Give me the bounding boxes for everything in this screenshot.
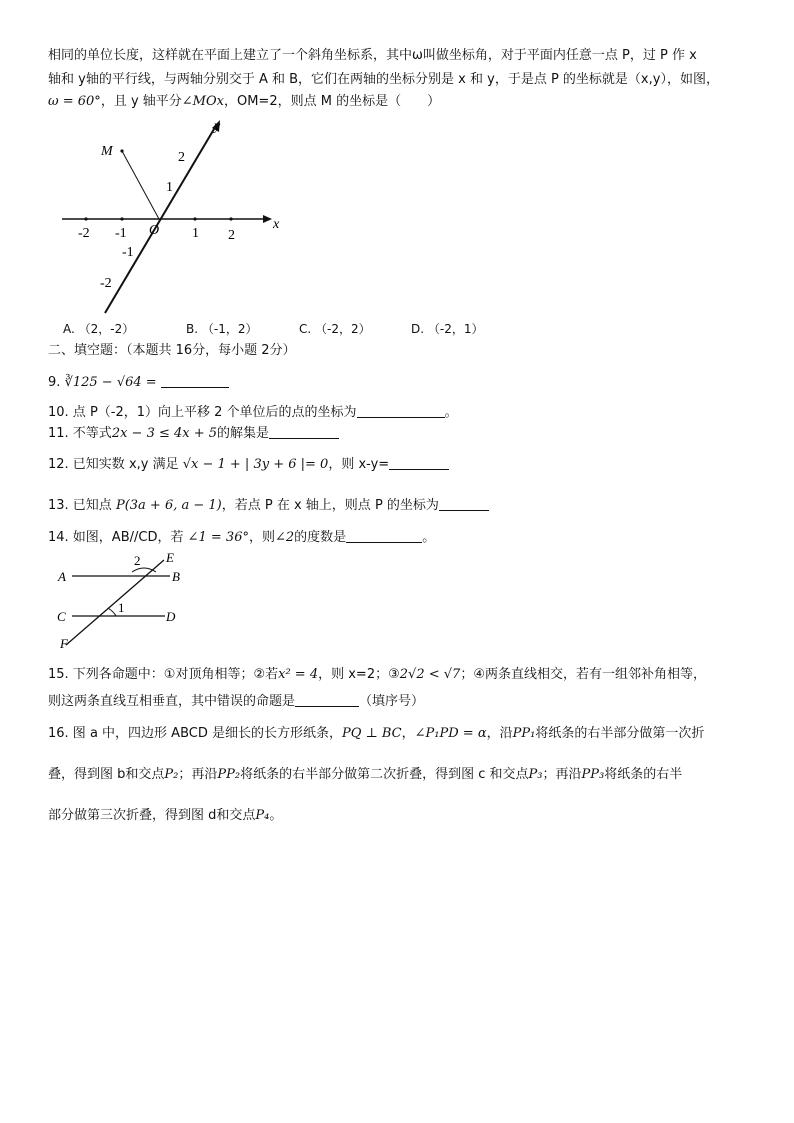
q16-l3-expr: P₄ [255, 808, 270, 823]
q16-l3-b: 。 [269, 808, 283, 823]
option-d-text: （-2，1） [427, 322, 484, 336]
angle-mox-expression: ∠MOx [181, 94, 224, 109]
label-f: F [60, 636, 68, 651]
x-tick-label: 1 [192, 226, 199, 241]
origin-label: O [149, 223, 160, 238]
q14-angle-2: ∠2 [275, 530, 295, 545]
x-axis-label: x [273, 217, 280, 232]
q16-l1-d: 将纸条的右半部分做第一次折 [535, 726, 705, 741]
q16-l3-a: 部分做第三次折叠，得到图 d和交点 [48, 808, 256, 823]
q16-l1-expr-2: ∠P₁PD = α [414, 726, 487, 741]
q9-cube-root: ∛125 [64, 375, 98, 390]
q16-l2-expr-3: P₃ [528, 767, 543, 782]
question-9 [48, 375, 229, 391]
question-16-line-1 [48, 726, 704, 742]
question-16-line-3 [48, 808, 282, 824]
option-c-letter: C. [299, 322, 312, 336]
x-tick-label: -1 [115, 226, 127, 241]
label-d: D [166, 609, 176, 624]
option-c-text: （-2，2） [315, 322, 371, 336]
label-angle-1: 1 [118, 600, 125, 615]
question-16-line-2 [48, 767, 682, 783]
x-tick-dot [120, 217, 123, 220]
question-12 [48, 457, 449, 473]
x-tick-label: -2 [78, 226, 90, 241]
q16-l1-expr-3: PP₁ [512, 726, 536, 741]
q10-text: 10. 点 P（-2，1）向上平移 2 个单位后的点的坐标为 [48, 405, 357, 420]
q15-part-b: ，则 x=2；③ [318, 667, 400, 682]
q13-tail: ，若点 P 在 x 轴上，则点 P 的坐标为 [221, 498, 439, 513]
q15-expr-1: x² = 4 [278, 667, 319, 682]
q15-part-c: ；④两条直线相交，若有一组邻补角相等， [460, 667, 706, 682]
question-15-line-2 [48, 694, 424, 710]
y-axis-label: y [214, 119, 221, 134]
q9-sqrt: − √64 = [97, 375, 157, 390]
intro-line-3-part-d: ，OM=2，则点 M 的坐标是（ ） [223, 94, 441, 109]
q13-prefix: 13. 已知点 [48, 498, 112, 513]
label-c: C [57, 609, 66, 624]
option-a[interactable] [63, 322, 134, 336]
q16-l2-a: 叠，得到图 b和交点 [48, 767, 165, 782]
section-2-title: 二、填空题：（本题共 16分，每小题 2分） [48, 343, 296, 358]
om-segment [122, 151, 159, 219]
q15-expr-2: 2√2 < √7 [399, 667, 461, 682]
q15-part-a: 15. 下列各命题中：①对顶角相等；②若 [48, 667, 279, 682]
q12-answer-blank[interactable] [389, 457, 449, 470]
point-m-dot [120, 149, 123, 152]
q10-tail: 。 [444, 405, 458, 420]
q9-number: 9. [48, 375, 61, 390]
q16-l1-expr-1: PQ ⊥ BC [341, 726, 402, 741]
q13-answer-blank[interactable] [439, 498, 489, 511]
x-tick-label: 2 [228, 228, 235, 243]
q11-answer-blank[interactable] [269, 426, 339, 439]
x-tick-dot [193, 217, 196, 220]
intro-line-3 [48, 94, 440, 110]
intro-line-1: 相同的单位长度，这样就在平面上建立了一个斜角坐标系，其中ω叫做坐标角，对于平面内任意一点 P，过 P 作 x [48, 48, 697, 63]
q13-point: P(3a + 6, a − 1) [115, 498, 222, 513]
question-15-line-1 [48, 667, 706, 683]
transversal-ef [66, 560, 164, 645]
x-axis-arrow [263, 215, 272, 223]
option-b[interactable] [186, 322, 257, 336]
omega-expression: ω = 60° [48, 94, 101, 109]
question-11 [48, 426, 339, 442]
q14-prefix: 14. 如图，AB//CD，若 [48, 530, 184, 545]
angle-2-arc [132, 568, 156, 572]
option-a-text: （2，-2） [78, 322, 135, 336]
q12-prefix: 12. 已知实数 x,y 满足 [48, 457, 179, 472]
q16-l2-c: 将纸条的右半部分做第二次折叠，得到图 c 和交点 [240, 767, 529, 782]
y-tick-label: -2 [100, 276, 112, 291]
q16-l2-expr-4: PP₃ [581, 767, 605, 782]
q11-inequality: 2x − 3 ≤ 4x + 5 [111, 426, 218, 441]
q14-tail: 的度数是 [294, 530, 347, 545]
label-a: A [58, 569, 66, 584]
x-tick-dot [84, 217, 87, 220]
q14-end: 。 [422, 530, 436, 545]
q16-l1-b: ， [401, 726, 415, 741]
x-tick-dot [229, 217, 232, 220]
question-13 [48, 498, 489, 514]
parallel-lines-figure [52, 550, 202, 652]
q11-tail: 的解集是 [217, 426, 270, 441]
q16-l2-expr-1: P₂ [164, 767, 179, 782]
q15-line-2-a: 则这两条直线互相垂直，其中错误的命题是 [48, 694, 296, 709]
label-b: B [172, 569, 180, 584]
y-tick-label: -1 [122, 245, 134, 260]
oblique-axes-figure [50, 118, 300, 318]
y-tick-label: 2 [178, 150, 185, 165]
q11-prefix: 11. 不等式 [48, 426, 112, 441]
point-m-label: M [101, 144, 113, 159]
option-b-text: （-1，2） [201, 322, 258, 336]
option-b-letter: B. [186, 322, 199, 336]
q12-tail: ，则 x-y= [328, 457, 390, 472]
q9-answer-blank[interactable] [161, 375, 229, 388]
label-e: E [166, 550, 174, 565]
intro-line-3-part-b: ，且 y 轴平分 [100, 94, 182, 109]
question-14 [48, 530, 435, 546]
option-c[interactable] [299, 322, 371, 336]
intro-line-2: 轴和 y轴的平行线，与两轴分别交于 A 和 B，它们在两轴的坐标分别是 x 和 y，于是点 P 的坐标就是（x,y），如图， [48, 72, 719, 87]
q16-l1-a: 16. 图 a 中，四边形 ABCD 是细长的长方形纸条， [48, 726, 342, 741]
q16-l1-c: ，沿 [486, 726, 513, 741]
q16-l2-b: ；再沿 [178, 767, 218, 782]
question-10 [48, 405, 458, 421]
q10-answer-blank[interactable] [357, 405, 445, 418]
label-angle-2: 2 [134, 553, 141, 568]
q15-line-2-b: （填序号） [359, 694, 425, 709]
q16-l2-d: ；再沿 [542, 767, 582, 782]
y-tick-label: 1 [166, 180, 173, 195]
q16-l2-e: 将纸条的右半 [604, 767, 683, 782]
q14-answer-blank[interactable] [346, 530, 422, 543]
q14-angle-1: ∠1 = 36° [187, 530, 249, 545]
q15-answer-blank[interactable] [295, 694, 359, 707]
option-a-letter: A. [63, 322, 75, 336]
q16-l2-expr-2: PP₂ [217, 767, 241, 782]
q12-equation: √x − 1 + | 3y + 6 |= 0 [182, 457, 329, 472]
option-d[interactable] [411, 322, 484, 336]
option-d-letter: D. [411, 322, 425, 336]
angle-1-arc [108, 608, 116, 616]
q14-mid: ，则 [248, 530, 275, 545]
